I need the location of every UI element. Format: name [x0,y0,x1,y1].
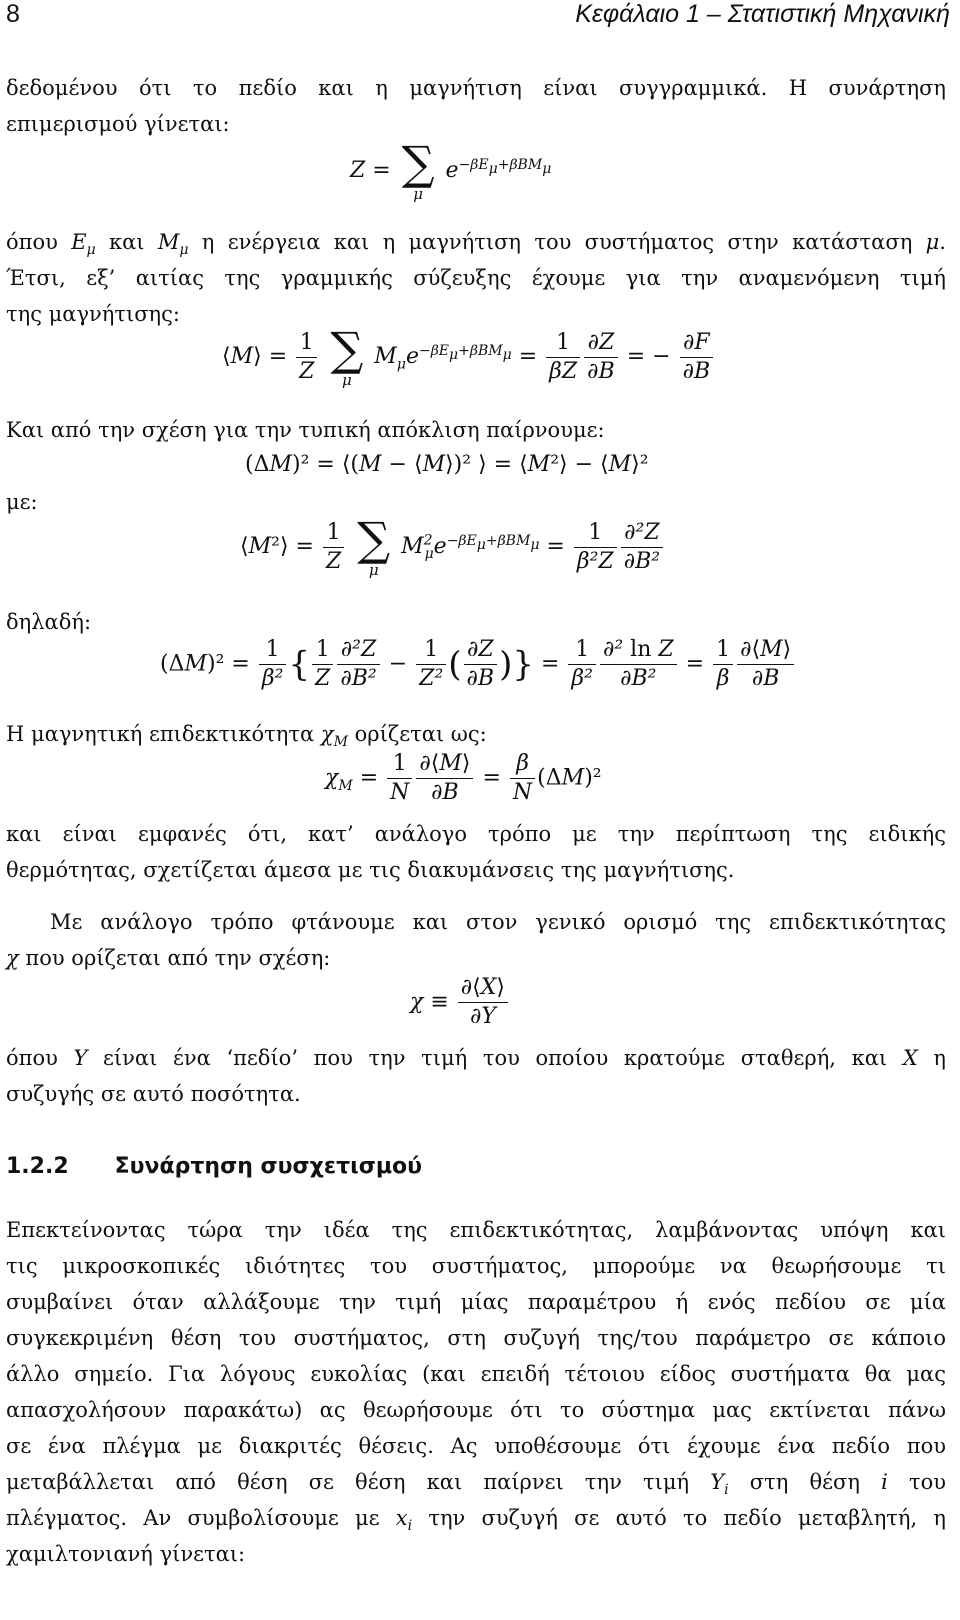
text-line: δεδομένου ότι το πεδίο και η μαγνήτιση είναι συγγραμμικά. Η συνάρτηση [6,76,946,100]
text-line: επιμερισμού γίνεται: [6,112,230,136]
paragraph-line: συμβαίνει όταν αλλάξουμε την τιμή μίας παραμέτρου ή ενός πεδίου σε μία [6,1290,946,1314]
text-line: Και από την σχέση για την τυπική απόκλιση παίρνουμε: [6,418,605,442]
paragraph-line: συγκεκριμένη θέση του συστήματος, στη συζυγή της/του παράμετρο σε κάποιο [6,1326,946,1350]
paragraph-line: μεταβάλλεται από θέση σε θέση και παίρνει την τιμή $Y_i$ στη θέση i του [6,1470,946,1499]
equation-partition-function: Z = ∑ μ $e^{-\beta E_\mu+\beta BM_\mu}$ [350,136,552,203]
equation-variance-derivative: (ΔM)² = $\frac{1}{\text{β²}}$ { $\frac{1}{Z}$ $\frac{\text{∂²Z}}{\text{∂B²}}$ − $\frac{1}{\text{Z²}}$ ( $\frac{\partial Z}{\partial B}$ )} = $\frac{1}{\text{β²}}$ $\frac{\text{∂² ln Z}}{\text{∂B²}}$ = $\frac{1}{\beta}$ $\frac{\partial⟨M⟩}{\partial B}$ [160,636,796,693]
equation-variance: (ΔM)² = ⟨(M − ⟨M⟩)² ⟩ = ⟨M²⟩ − ⟨M⟩² [245,452,649,477]
paragraph-line: Επεκτείνοντας τώρα την ιδέα της επιδεκτικότητας, λαμβάνοντας υπόψη και [6,1218,946,1242]
text-line: Έτσι, εξ’ αιτίας της γραμμικής σύζευξης έχουμε για την αναμενόμενη τιμή [6,266,946,290]
paragraph-line: πλέγματος. Αν συμβολίσουμε με $x_i$ την συζυγή σε αυτό το πεδίο μεταβλητή, η [6,1506,946,1535]
text-line: Η μαγνητική επιδεκτικότητα $\chi_M$ ορίζεται ως: [6,722,487,751]
text-line: δηλαδή: [6,610,92,634]
text-line: της μαγνήτισης: [6,302,180,326]
section-title: Συνάρτηση συσχετισμού [114,1154,422,1179]
text-line: συζυγής σε αυτό ποσότητα. [6,1082,301,1106]
paragraph-line: άλλο σημείο. Για λόγους ευκολίας (και επειδή τέτοιου είδος συστήματα θα μας [6,1362,946,1386]
text-line: όπου $E_\mu$ και $M_\mu$ η ενέργεια και η μαγνήτιση του συστήματος στην κατάσταση μ. [6,230,946,259]
text-line: όπου Y είναι ένα ‘πεδίο’ που την τιμή του οποίου κρατούμε σταθερή, και X η [6,1046,947,1070]
paragraph-line: απασχολήσουν παρακάτω) ας θεωρήσουμε ότι το σύστημα μας εκτίνεται πάνω [6,1398,946,1422]
equation-mean-magnetization: ⟨M⟩ = $\frac{1}{Z}$ ∑ μ $M_\mu e^{-\beta E_\mu+\beta BM_\mu}$ = $\frac{1}{\beta Z}$ $\frac{\partial Z}{\partial B}$ = − $\frac{\partial F}{\partial B}$ [222,326,715,388]
text-line: χ που ορίζεται από την σχέση: [6,946,331,970]
paragraph-line: τις μικροσκοπικές ιδιότητες του συστήματος, μπορούμε να θεωρήσουμε τι [6,1254,946,1278]
paragraph-line: σε ένα πλέγμα με διακριτές θέσεις. Ας υποθέσουμε ότι έχουμε ένα πεδίο που [6,1434,946,1458]
text-line: με: [6,490,38,514]
page-number: 8 [6,0,20,28]
text-line: και είναι εμφανές ότι, κατ’ ανάλογο τρόπο με την περίπτωση της ειδικής [6,822,946,846]
chapter-title: Κεφάλαιο 1 – Στατιστική Μηχανική [575,0,950,28]
paragraph-line: χαμιλτονιανή γίνεται: [6,1542,246,1566]
equation-mean-square: ⟨M²⟩ = $\frac{1}{Z}$ ∑ μ $M^2_\mu e^{-\beta E_\mu+\beta BM_\mu}$ = $\frac{1}{\text{β²Z}}$ $\frac{\text{∂²Z}}{\text{∂B²}}$ [240,516,665,578]
equation-general-susceptibility: χ ≡ $\frac{\partial⟨X⟩}{\partial Y}$ [410,974,510,1031]
section-heading [6,1154,422,1179]
section-number: 1.2.2 [6,1154,69,1179]
text-line: θερμότητας, σχετίζεται άμεσα με τις διακυμάνσεις της μαγνήτισης. [6,858,735,882]
text-line: Με ανάλογο τρόπο φτάνουμε και στον γενικό ορισμό της επιδεκτικότητας [50,910,946,934]
equation-magnetic-susceptibility: $\chi_M$ = $\frac{1}{N}$ $\frac{\partial⟨M⟩}{\partial B}$ = $\frac{\beta}{N}$ (ΔM)² [325,751,602,805]
